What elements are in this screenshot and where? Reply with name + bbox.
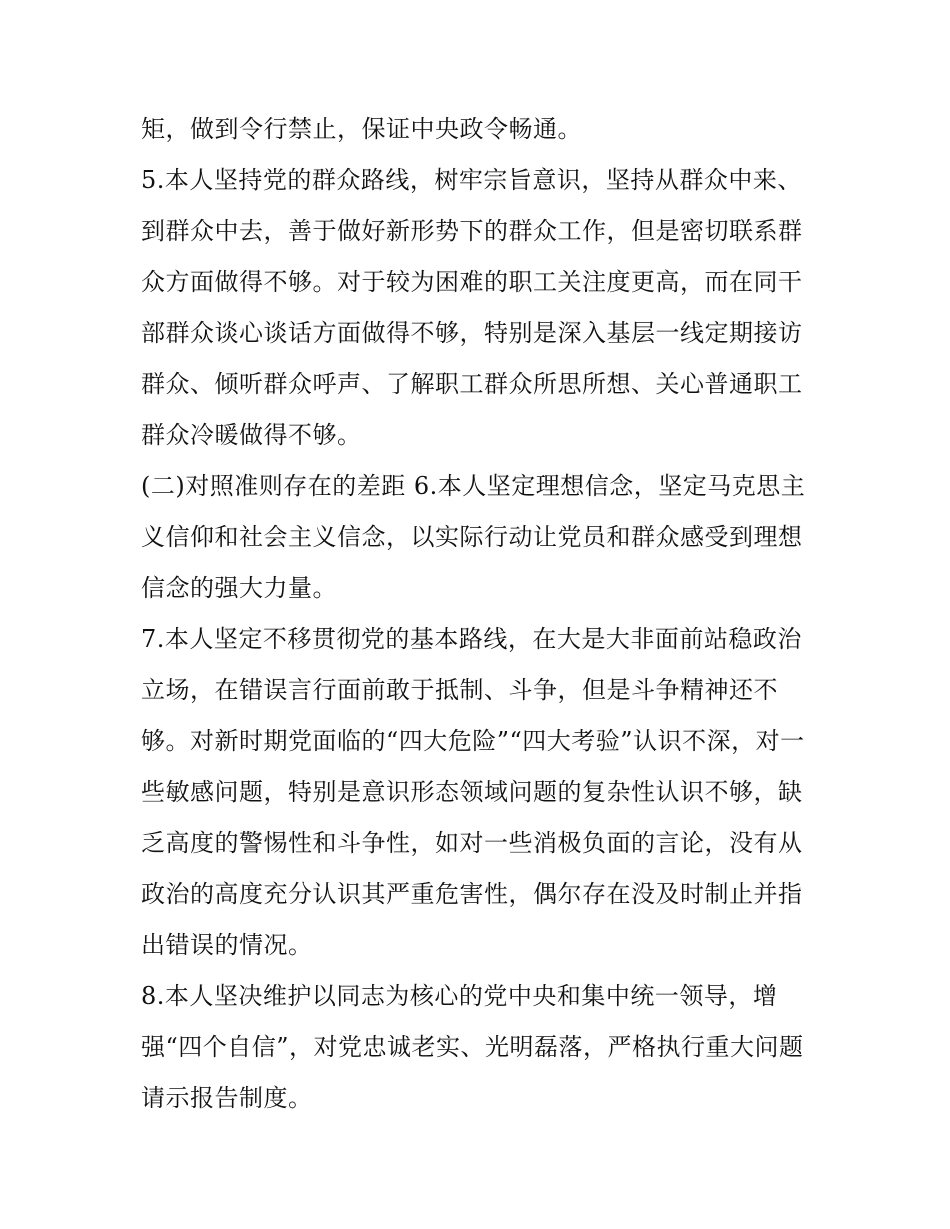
- text-line: 政治的高度充分认识其严重危害性，偶尔存在没及时制止并指: [141, 880, 803, 908]
- text-line: 8.本人坚决维护以同志为核心的党中央和集中统一领导，增: [141, 982, 778, 1010]
- text-line: 义信仰和社会主义信念，以实际行动让党员和群众感受到理想: [141, 523, 803, 551]
- text-line: 群众、倾听群众呼声、了解职工群众所思所想、关心普通职工: [141, 370, 803, 398]
- text-line: 出错误的情况。: [141, 931, 313, 959]
- text-line: 矩，做到令行禁止，保证中央政令畅通。: [141, 115, 582, 143]
- text-line: 众方面做得不够。对于较为困难的职工关注度更高，而在同干: [141, 268, 803, 296]
- text-line: 部群众谈心谈话方面做得不够，特别是深入基层一线定期接访: [141, 319, 803, 347]
- text-line: 够。对新时期党面临的“四大危险”“四大考验”认识不深，对一: [141, 727, 805, 755]
- text-line: 请示报告制度。: [141, 1084, 313, 1112]
- text-line: 乏高度的警惕性和斗争性，如对一些消极负面的言论，没有从: [141, 829, 803, 857]
- text-line: 立场，在错误言行面前敢于抵制、斗争，但是斗争精神还不: [141, 676, 778, 704]
- text-line: (二)对照准则存在的差距 6.本人坚定理想信念，坚定马克思主: [141, 472, 806, 500]
- text-line: 信念的强大力量。: [141, 574, 337, 602]
- text-line: 强“四个自信”，对党忠诚老实、光明磊落，严格执行重大问题: [141, 1033, 804, 1061]
- text-line: 7.本人坚定不移贯彻党的基本路线，在大是大非面前站稳政治: [141, 625, 802, 653]
- text-line: 5.本人坚持党的群众路线，树牢宗旨意识，坚持从群众中来、: [141, 166, 802, 194]
- text-line: 群众冷暖做得不够。: [141, 421, 362, 449]
- text-line: 些敏感问题，特别是意识形态领域问题的复杂性认识不够，缺: [141, 778, 803, 806]
- text-line: 到群众中去，善于做好新形势下的群众工作，但是密切联系群: [141, 217, 803, 245]
